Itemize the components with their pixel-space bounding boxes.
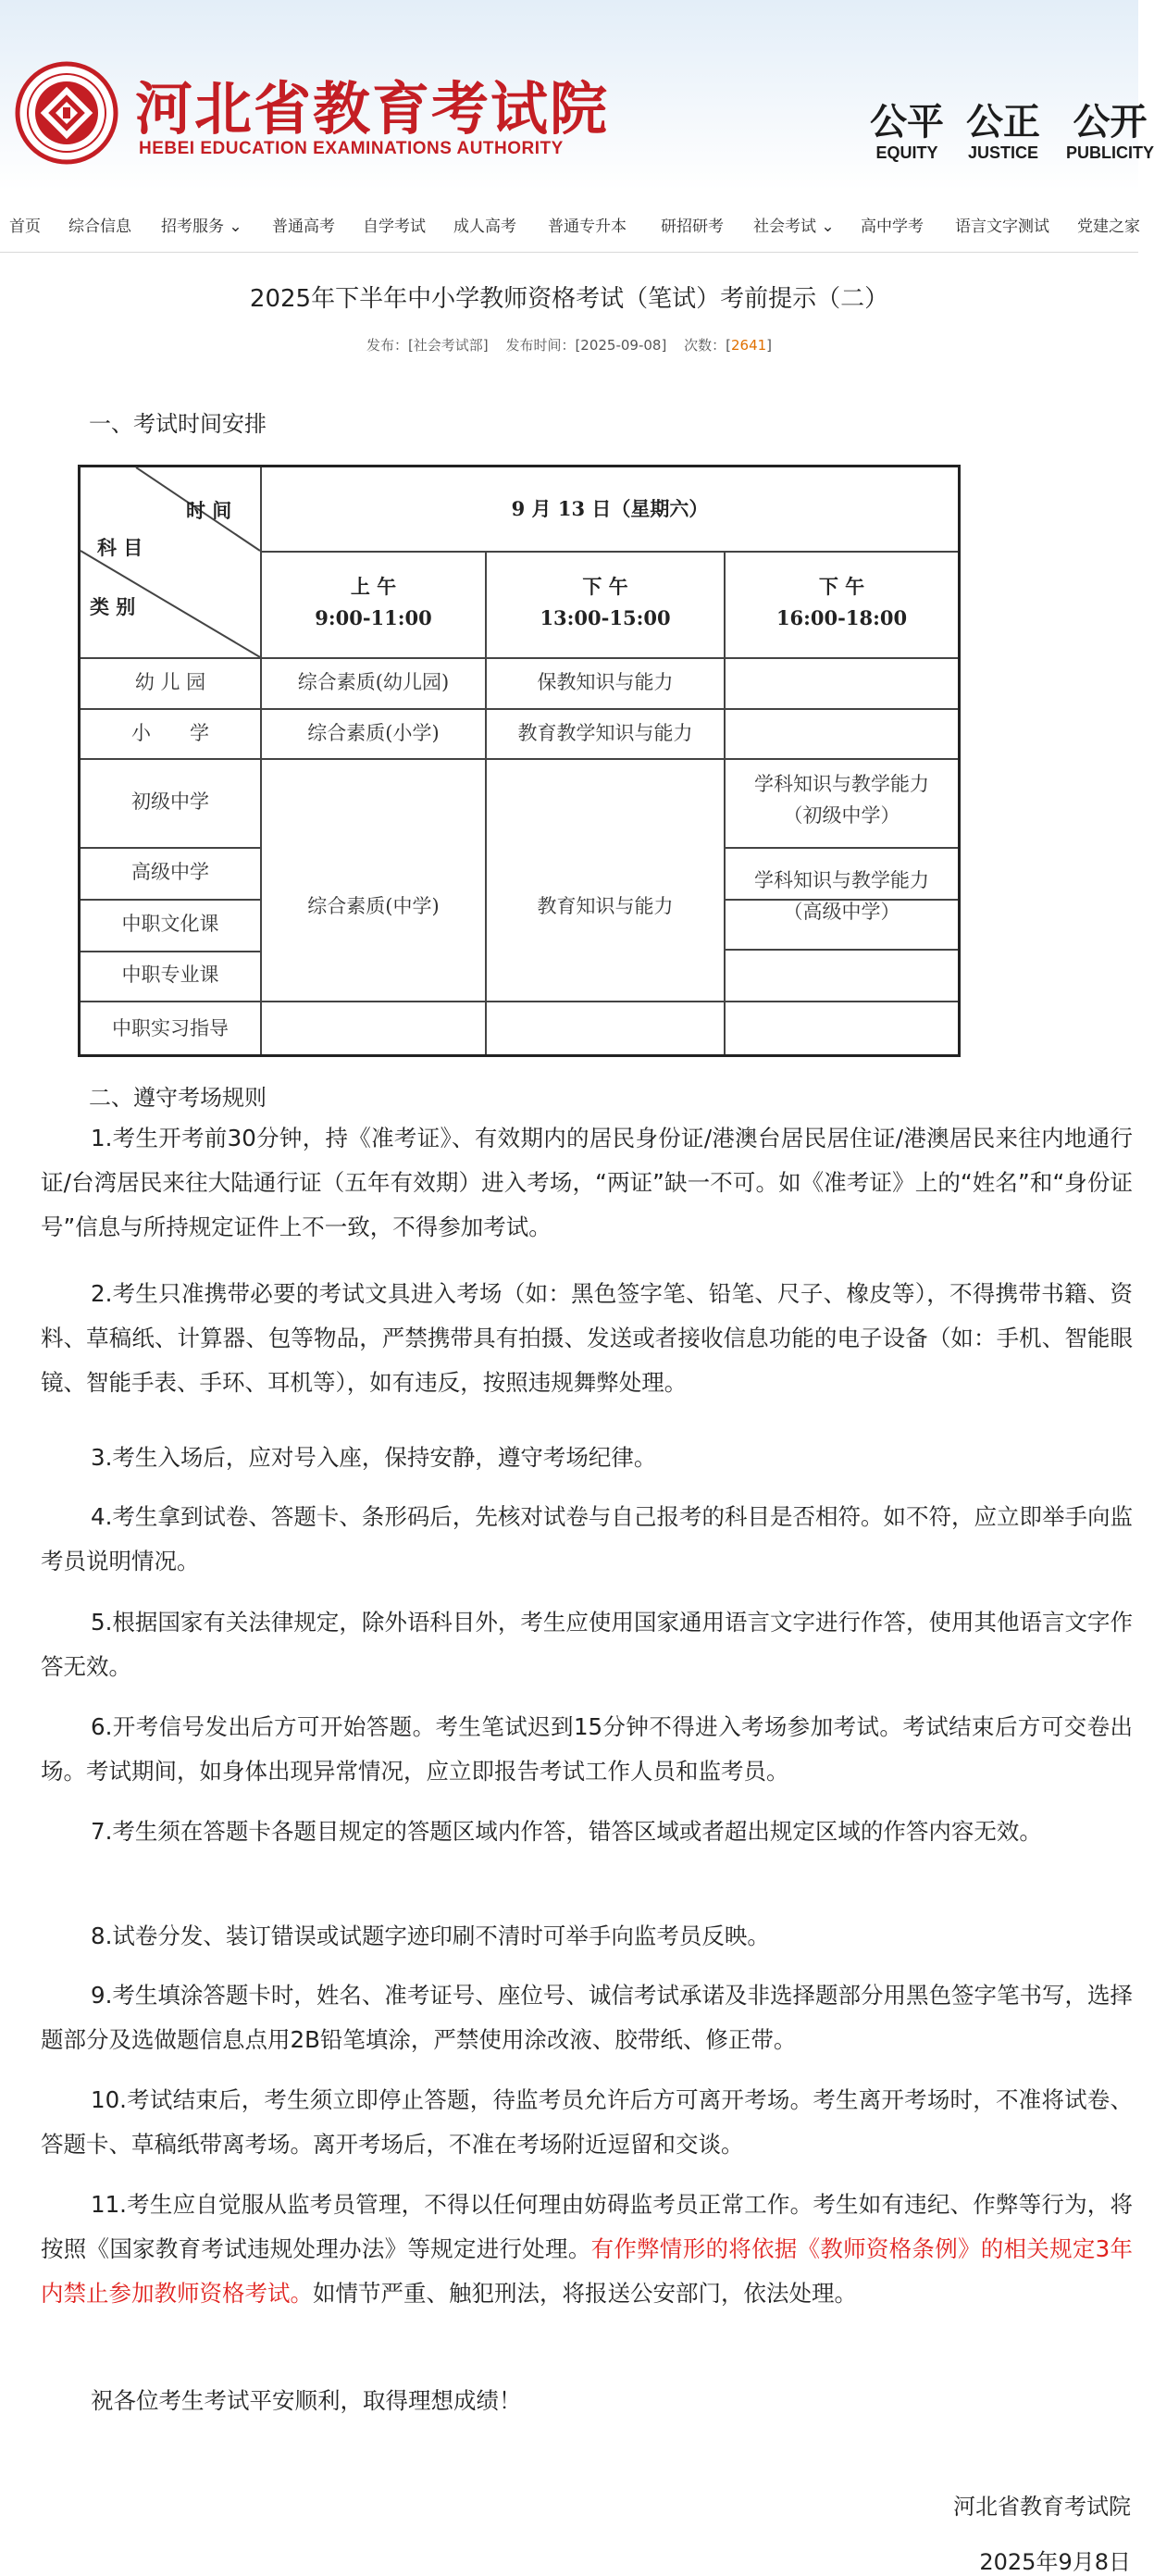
table-line [724,847,958,849]
chevron-down-icon: ⌄ [816,218,835,236]
corner-time: 时 间 [186,499,232,522]
chevron-down-icon: ⌄ [224,218,242,236]
hit-count [684,337,772,354]
table-line [81,1001,958,1002]
cell-primary-s2: 教育教学知识与能力 [517,722,693,744]
cell-primary-s1: 综合素质(小学) [307,722,440,744]
rule-11-text-end: 如情节严重、触犯刑法，将报送公安部门，依法处理。 [313,2280,857,2307]
nav-item-gaokao[interactable]: 普通高考 [272,218,335,236]
cell-senior-s3-line2: （高级中学） [783,901,900,923]
rule-11-warning: 有作弊情形的将依据《教师资格条例》的相关规定3年内禁止参加教师资格考试。 [41,2235,1133,2307]
sign-date: 2025年9月8日 [979,2549,1131,2575]
schedule-table [78,465,961,1057]
nav-item-label: 招考服务 [161,218,224,236]
publish-time: 发布时间：[2025-09-08] [505,337,667,354]
session-3-name: 下 午 [818,575,865,598]
nav-item-language-test[interactable]: 语言文字测试 [955,218,1049,236]
table-line [81,758,958,760]
row-label-senior: 高级中学 [131,861,209,883]
motto-equity [870,93,944,163]
row-label-vocational-practice: 中职实习指导 [112,1017,229,1039]
nav-item-party[interactable]: 党建之家 [1077,218,1140,236]
row-label-kindergarten: 幼 儿 园 [134,671,206,693]
nav-item-social-exam[interactable] [753,213,835,236]
motto-group [870,93,1154,167]
nav-item-upgrade[interactable]: 普通专升本 [548,218,627,236]
nav-item-hs-test[interactable]: 高中学考 [861,218,924,236]
row-label-junior: 初级中学 [131,790,209,813]
motto-en: JUSTICE [967,143,1039,162]
rule-9: 9.考生填涂答题卡时，姓名、准考证号、座位号、诚信考试承诺及非选择题部分用黑色签字笔书写，选择题部分及选做题信息点用2B铅笔填涂，严禁使用涂改液、胶带纸、修正带。 [41,1982,1133,2053]
cell-senior-s3-line1: 学科知识与教学能力 [754,869,929,891]
hits-value: 2641 [730,337,767,354]
table-line [81,899,260,901]
rule-11-text: 11.考生应自觉服从监考员管理，不得以任何理由妨碍监考员正常工作。考生如有违纪、作弊等行为，将按照《国家教育考试违规处理办法》等规定进行处理。 [41,2191,1133,2262]
corner-category: 类 别 [90,595,136,618]
hits-label: 次数：[ [684,337,731,354]
rule-7: 7.考生须在答题卡各题目规定的答题区域内作答，错答区域或者超出规定区域的作答内容无效。 [91,1818,1042,1845]
cell-middle-s1: 综合素质(中学) [307,895,440,917]
nav-item-adult-exam[interactable]: 成人高考 [453,218,516,236]
row-label-vocational-major: 中职专业课 [121,964,219,986]
rule-2: 2.考生只准携带必要的考试文具进入考场（如：黑色签字笔、铅笔、尺子、橡皮等），不得携带书籍、资料、草稿纸、计算器、包等物品，严禁携带具有拍摄、发送或者接收信息功能的电子设备（如：手机、智能眼镜、智能手表、手环、耳机等），如有违反，按照违规舞弊处理。 [41,1280,1133,1396]
table-line [81,847,260,849]
row-label-vocational-culture: 中职文化课 [121,913,219,935]
session-1-name: 上 午 [350,575,397,598]
motto-en: EQUITY [875,143,938,162]
rule-10: 10.考试结束后，考生须立即停止答题，待监考员允许后方可离开考场。考生离开考场时，不准将试卷、答题卡、草稿纸带离考场。离开考场后，不准在考场附近逗留和交谈。 [41,2086,1133,2158]
motto-publicity [1066,93,1154,163]
rule-4: 4.考生拿到试卷、答题卡、条形码后，先核对试卷与自己报考的科目是否相符。如不符，应立即举手向监考员说明情况。 [41,1503,1133,1574]
motto-justice [966,93,1040,163]
nav-item-home[interactable]: 首页 [9,218,41,236]
table-line [81,951,260,952]
hits-close: ] [766,337,773,354]
motto-cn: 公正 [966,100,1040,143]
motto-cn: 公开 [1073,100,1148,143]
table-line [260,551,958,553]
closing-wish: 祝各位考生考试平安顺利，取得理想成绩！ [91,2387,522,2414]
session-1-time: 9:00-11:00 [315,606,432,629]
section-heading-rules: 二、遵守考场规则 [89,1085,267,1111]
session-2-time: 13:00-15:00 [540,606,671,629]
article-meta [0,335,1138,355]
org-name-cn: 河北省教育考试院 [135,75,610,143]
motto-en: PUBLICITY [1066,143,1154,162]
rule-3: 3.考生入场后，应对号入座，保持安静，遵守考场纪律。 [91,1444,657,1471]
table-line [81,708,958,710]
rule-5: 5.根据国家有关法律规定，除外语科目外，考生应使用国家通用语言文字进行作答，使用其他语言文字作答无效。 [41,1609,1133,1680]
main-nav [0,196,1138,253]
nav-item-label: 社会考试 [753,218,816,236]
publisher: 发布：[社会考试部] [366,337,489,354]
nav-item-self-study[interactable]: 自学考试 [363,218,426,236]
org-name-en: HEBEI EDUCATION EXAMINATIONS AUTHORITY [139,139,564,158]
article-title: 2025年下半年中小学教师资格考试（笔试）考前提示（二） [249,285,889,313]
rule-11 [41,2183,1133,2316]
authority-emblem-icon[interactable] [15,61,118,165]
table-line [724,949,958,951]
motto-cn: 公平 [870,100,944,143]
signature: 河北省教育考试院 [953,2494,1131,2520]
nav-item-postgrad[interactable]: 研招研考 [661,218,724,236]
nav-item-exam-services[interactable] [161,213,242,236]
nav-item-general-info[interactable]: 综合信息 [68,218,131,236]
exam-date: 9 月 13 日（星期六） [511,497,709,520]
cell-kinder-s2: 保教知识与能力 [537,671,674,693]
row-label-primary: 小 学 [131,722,209,744]
cell-junior-s3-line2: （初级中学） [783,804,900,827]
rule-6: 6.开考信号发出后方可开始答题。考生笔试迟到15分钟不得进入考场参加考试。考试结束后方可交卷出场。考试期间，如身体出现异常情况，应立即报告考试工作人员和监考员。 [41,1713,1133,1785]
site-header [0,0,1154,191]
session-3-time: 16:00-18:00 [776,606,908,629]
corner-subject: 科 目 [97,536,143,559]
section-heading-schedule: 一、考试时间安排 [89,411,267,437]
cell-junior-s3-line1: 学科知识与教学能力 [754,773,929,795]
rule-1: 1.考生开考前30分钟，持《准考证》、有效期内的居民身份证/港澳台居民居住证/港澳居民来往内地通行证/台湾居民来往大陆通行证（五年有效期）进入考场，“两证”缺一不可。如《准考证》上的“姓名”和“身份证号”信息与所持规定证件上不一致，不得参加考试。 [41,1125,1133,1240]
cell-kinder-s1: 综合素质(幼儿园) [297,671,450,693]
session-2-name: 下 午 [582,575,628,598]
cell-middle-s2: 教育知识与能力 [537,895,674,917]
rule-8: 8.试卷分发、装订错误或试题字迹印刷不清时可举手向监考员反映。 [91,1923,770,1949]
